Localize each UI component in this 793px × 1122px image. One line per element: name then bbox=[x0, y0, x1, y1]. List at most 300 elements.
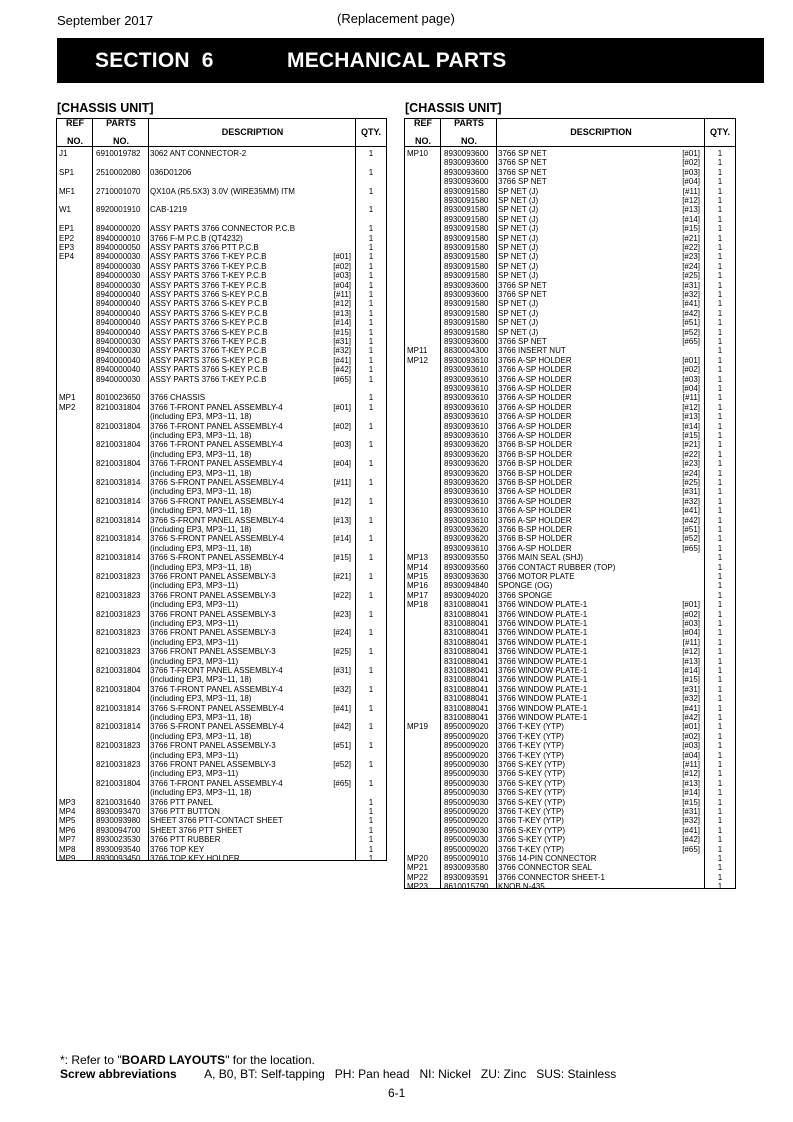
description: (including EP3, MP3~11, 18) bbox=[150, 487, 252, 497]
parts-no: 8930093610 bbox=[444, 412, 489, 422]
variant: [#41] bbox=[682, 299, 700, 309]
parts-no: 8940000010 bbox=[96, 233, 141, 243]
description: 3062 ANT CONNECTOR-2 bbox=[150, 149, 247, 158]
parts-no: 8950009020 bbox=[444, 722, 489, 732]
ref-no: EP1 bbox=[59, 224, 75, 234]
variant: [#12] bbox=[333, 299, 351, 309]
parts-no: 8930093630 bbox=[444, 572, 489, 581]
qty: 1 bbox=[717, 666, 723, 675]
table-row bbox=[57, 525, 386, 534]
ref-no: MP9 bbox=[59, 854, 76, 863]
qty: 1 bbox=[368, 280, 374, 290]
parts-no: 8930091580 bbox=[444, 233, 489, 243]
table-row bbox=[57, 346, 386, 355]
table-row bbox=[57, 149, 386, 158]
qty: 1 bbox=[717, 243, 723, 252]
qty: 1 bbox=[368, 459, 374, 469]
description: 3766 SP NET bbox=[498, 337, 547, 346]
ref-no: MP23 bbox=[407, 882, 428, 892]
qty: 1 bbox=[717, 186, 723, 196]
ref-no: MP1 bbox=[59, 393, 76, 403]
variant: [#02] bbox=[682, 609, 700, 619]
variant: [#25] bbox=[333, 647, 351, 657]
variant: [#65] bbox=[333, 778, 351, 788]
parts-no: 8930093610 bbox=[444, 487, 489, 497]
parts-no: 8930093610 bbox=[444, 431, 489, 440]
variant: [#41] bbox=[682, 703, 700, 713]
variant: [#14] bbox=[682, 788, 700, 798]
description: 3766 A-SP HOLDER bbox=[498, 412, 572, 422]
parts-no: 2510002080 bbox=[96, 167, 141, 177]
parts-no: 8950009030 bbox=[444, 825, 489, 835]
variant: [#13] bbox=[682, 412, 700, 422]
qty: 1 bbox=[717, 825, 723, 835]
parts-no: 8930093620 bbox=[444, 459, 489, 469]
table-row bbox=[57, 826, 386, 835]
variant: [#52] bbox=[682, 327, 700, 337]
description: 3766 T-FRONT PANEL ASSEMBLY-4 bbox=[150, 402, 283, 412]
table-row bbox=[405, 205, 735, 214]
description: ASSY PARTS 3766 S-KEY P.C.B bbox=[150, 327, 268, 337]
ref-no: EP4 bbox=[59, 252, 75, 262]
table-row bbox=[405, 751, 735, 760]
parts-no: 8950009030 bbox=[444, 797, 489, 807]
description: 3766 T-FRONT PANEL ASSEMBLY-4 bbox=[150, 778, 283, 788]
description: (including EP3, MP3~11, 18) bbox=[150, 525, 252, 534]
table-row bbox=[57, 694, 386, 703]
table-row bbox=[57, 591, 386, 600]
parts-no: 8930094020 bbox=[444, 590, 489, 600]
ref-no: SP1 bbox=[59, 167, 75, 177]
page-date: September 2017 bbox=[57, 13, 154, 28]
variant: [#02] bbox=[682, 731, 700, 741]
variant: [#01] bbox=[333, 402, 351, 412]
description: 3766 A-SP HOLDER bbox=[498, 365, 572, 375]
qty: 1 bbox=[368, 741, 374, 751]
table-row bbox=[405, 365, 735, 374]
table-row bbox=[405, 807, 735, 816]
description: ASSY PARTS 3766 T-KEY P.C.B bbox=[150, 252, 267, 262]
header-ref-no: REF NO. bbox=[66, 118, 84, 146]
description: 3766 WINDOW PLATE-1 bbox=[498, 600, 588, 610]
description: (including EP3, MP3~11) bbox=[150, 769, 239, 779]
variant: [#12] bbox=[682, 196, 700, 205]
ref-no: MP11 bbox=[407, 346, 428, 356]
variant: [#01] bbox=[333, 252, 351, 262]
qty: 1 bbox=[368, 816, 374, 826]
screw-abbreviations bbox=[60, 1067, 616, 1081]
right-table-title: [CHASSIS UNIT] bbox=[405, 101, 502, 115]
qty: 1 bbox=[717, 637, 723, 647]
table-row bbox=[405, 318, 735, 327]
parts-no: 8010023650 bbox=[96, 393, 141, 403]
description: (including EP3, MP3~11, 18) bbox=[150, 431, 252, 440]
parts-no: 8930091580 bbox=[444, 261, 489, 271]
parts-no: 8930093600 bbox=[444, 280, 489, 290]
description: SP NET (J) bbox=[498, 327, 539, 337]
table-row bbox=[57, 187, 386, 196]
header-description: DESCRIPTION bbox=[570, 127, 632, 137]
table-row bbox=[57, 431, 386, 440]
qty: 1 bbox=[368, 760, 374, 769]
description: (including EP3, MP3~11, 18) bbox=[150, 506, 252, 516]
qty: 1 bbox=[368, 355, 374, 365]
table-row bbox=[57, 544, 386, 553]
qty: 1 bbox=[717, 177, 723, 187]
qty: 1 bbox=[717, 487, 723, 497]
qty: 1 bbox=[368, 844, 374, 854]
description: SP NET (J) bbox=[498, 224, 539, 234]
qty: 1 bbox=[717, 421, 723, 431]
variant: [#14] bbox=[682, 421, 700, 431]
table-row bbox=[57, 534, 386, 543]
parts-no: 8940000040 bbox=[96, 318, 141, 328]
description: 3766 SP NET bbox=[498, 290, 547, 299]
footnote-suffix: " for the location. bbox=[225, 1053, 315, 1067]
description: 3766 S-KEY (YTP) bbox=[498, 825, 565, 835]
ref-no: MP8 bbox=[59, 844, 76, 854]
description: ASSY PARTS 3766 S-KEY P.C.B bbox=[150, 365, 268, 375]
table-row bbox=[405, 826, 735, 835]
parts-no: 8210031823 bbox=[96, 760, 141, 769]
variant: [#31] bbox=[682, 487, 700, 497]
parts-no: 8930091580 bbox=[444, 196, 489, 205]
ref-no: MF1 bbox=[59, 186, 75, 196]
ref-no: EP3 bbox=[59, 243, 75, 252]
description: ASSY PARTS 3766 T-KEY P.C.B bbox=[150, 374, 267, 384]
description: 3766 CONNECTOR SEAL bbox=[498, 863, 593, 873]
parts-no: 8930093600 bbox=[444, 177, 489, 187]
parts-no: 8310088041 bbox=[444, 694, 489, 704]
parts-no: 8210031823 bbox=[96, 572, 141, 581]
description: SP NET (J) bbox=[498, 196, 539, 205]
description: ASSY PARTS 3766 S-KEY P.C.B bbox=[150, 290, 268, 299]
table-row bbox=[57, 628, 386, 637]
qty: 1 bbox=[717, 515, 723, 525]
table-row bbox=[405, 487, 735, 496]
qty: 1 bbox=[717, 675, 723, 685]
qty: 1 bbox=[717, 431, 723, 440]
table-row bbox=[405, 243, 735, 252]
description: 3766 A-SP HOLDER bbox=[498, 431, 572, 440]
table-row bbox=[405, 299, 735, 308]
parts-no: 8210031814 bbox=[96, 534, 141, 544]
table-row bbox=[57, 224, 386, 233]
description: 3766 S-KEY (YTP) bbox=[498, 788, 565, 798]
qty: 1 bbox=[717, 196, 723, 205]
description: 3766 T-FRONT PANEL ASSEMBLY-4 bbox=[150, 459, 283, 469]
table-row bbox=[405, 412, 735, 421]
table-row bbox=[405, 356, 735, 365]
ref-no: W1 bbox=[59, 205, 71, 215]
table-row bbox=[405, 431, 735, 440]
variant: [#14] bbox=[682, 666, 700, 675]
variant: [#15] bbox=[682, 797, 700, 807]
description: 3766 T-KEY (YTP) bbox=[498, 816, 564, 826]
description: 3766 CONTACT RUBBER (TOP) bbox=[498, 562, 616, 572]
variant: [#51] bbox=[333, 741, 351, 751]
table-row bbox=[57, 403, 386, 412]
qty: 1 bbox=[717, 854, 723, 863]
parts-no: 8930093600 bbox=[444, 158, 489, 168]
description: 3766 TOP KEY bbox=[150, 844, 205, 854]
table-row bbox=[57, 760, 386, 769]
screw-abbreviations-label: Screw abbreviations bbox=[60, 1067, 177, 1081]
parts-no: 8930093610 bbox=[444, 543, 489, 553]
left-parts-table bbox=[56, 118, 387, 861]
qty: 1 bbox=[368, 308, 374, 318]
table-row bbox=[405, 845, 735, 854]
parts-no: 8920001910 bbox=[96, 205, 141, 215]
parts-no: 8940000040 bbox=[96, 355, 141, 365]
variant: [#32] bbox=[333, 684, 351, 694]
ref-no: MP13 bbox=[407, 553, 428, 563]
variant: [#14] bbox=[682, 214, 700, 224]
qty: 1 bbox=[717, 496, 723, 506]
variant: [#23] bbox=[333, 609, 351, 619]
table-row bbox=[57, 675, 386, 684]
qty: 1 bbox=[368, 346, 374, 356]
right-parts-table bbox=[404, 118, 736, 892]
description: ASSY PARTS 3766 T-KEY P.C.B bbox=[150, 261, 267, 271]
description: 3766 WINDOW PLATE-1 bbox=[498, 647, 588, 657]
description: (including EP3, MP3~11) bbox=[150, 619, 239, 628]
qty: 1 bbox=[368, 167, 374, 177]
description: 3766 FRONT PANEL ASSEMBLY-3 bbox=[150, 572, 276, 581]
qty: 1 bbox=[368, 647, 374, 657]
description: (including EP3, MP3~11, 18) bbox=[150, 468, 252, 478]
parts-no: 8940000040 bbox=[96, 327, 141, 337]
table-row bbox=[405, 628, 735, 637]
table-row bbox=[405, 704, 735, 713]
footnote-bold: BOARD LAYOUTS bbox=[121, 1053, 226, 1067]
table-row bbox=[405, 581, 735, 590]
qty: 1 bbox=[717, 562, 723, 572]
ref-no: MP20 bbox=[407, 854, 428, 863]
parts-no: 8310088041 bbox=[444, 675, 489, 685]
table-row bbox=[57, 459, 386, 468]
qty: 1 bbox=[717, 440, 723, 450]
variant: [#12] bbox=[682, 402, 700, 412]
variant: [#03] bbox=[682, 167, 700, 177]
table-row bbox=[405, 769, 735, 778]
variant: [#01] bbox=[682, 600, 700, 610]
ref-no: MP17 bbox=[407, 590, 428, 600]
table-row bbox=[57, 769, 386, 778]
table-row bbox=[405, 600, 735, 609]
description: (including EP3, MP3~11, 18) bbox=[150, 412, 252, 422]
variant: [#15] bbox=[682, 431, 700, 440]
parts-no: 8930093620 bbox=[444, 525, 489, 534]
table-row bbox=[57, 393, 386, 402]
table-row bbox=[57, 657, 386, 666]
table-row bbox=[57, 619, 386, 628]
parts-no: 8210031823 bbox=[96, 590, 141, 600]
parts-no: 8930093610 bbox=[444, 421, 489, 431]
table-row bbox=[57, 553, 386, 562]
description: 3766 T-KEY (YTP) bbox=[498, 844, 564, 854]
table-row bbox=[405, 863, 735, 872]
qty: 1 bbox=[368, 496, 374, 506]
table-row bbox=[57, 563, 386, 572]
description: 3766 FRONT PANEL ASSEMBLY-3 bbox=[150, 590, 276, 600]
table-row bbox=[405, 149, 735, 158]
parts-no: 8940000030 bbox=[96, 374, 141, 384]
description: 3766 A-SP HOLDER bbox=[498, 487, 572, 497]
parts-no: 8930093620 bbox=[444, 468, 489, 478]
qty: 1 bbox=[717, 863, 723, 873]
parts-no: 8930093600 bbox=[444, 290, 489, 299]
qty: 1 bbox=[368, 778, 374, 788]
parts-no: 8310088041 bbox=[444, 609, 489, 619]
table-row bbox=[405, 281, 735, 290]
variant: [#31] bbox=[682, 684, 700, 694]
table-row bbox=[57, 234, 386, 243]
table-row bbox=[57, 798, 386, 807]
table-row bbox=[405, 732, 735, 741]
parts-no: 8930091580 bbox=[444, 318, 489, 328]
qty: 1 bbox=[717, 844, 723, 854]
description: SP NET (J) bbox=[498, 299, 539, 309]
qty: 1 bbox=[368, 327, 374, 337]
description: 3766 A-SP HOLDER bbox=[498, 374, 572, 384]
ref-no: MP5 bbox=[59, 816, 76, 826]
description: 3766 SP NET bbox=[498, 149, 547, 158]
parts-no: 8310088041 bbox=[444, 703, 489, 713]
parts-no: 8930091580 bbox=[444, 205, 489, 215]
description: 3766 TOP KEY HOLDER bbox=[150, 854, 240, 863]
description: 3766 FRONT PANEL ASSEMBLY-3 bbox=[150, 609, 276, 619]
parts-no: 8930093600 bbox=[444, 149, 489, 158]
qty: 1 bbox=[717, 628, 723, 638]
description: 3766 PTT PANEL bbox=[150, 797, 213, 807]
variant: [#01] bbox=[682, 722, 700, 732]
variant: [#21] bbox=[682, 233, 700, 243]
description: 3766 S-KEY (YTP) bbox=[498, 769, 565, 779]
description: 3766 B-SP HOLDER bbox=[498, 478, 573, 487]
qty: 1 bbox=[717, 318, 723, 328]
qty: 1 bbox=[717, 365, 723, 375]
description: 3766 A-SP HOLDER bbox=[498, 496, 572, 506]
ref-no: MP14 bbox=[407, 562, 428, 572]
table-row bbox=[57, 412, 386, 421]
table-row bbox=[405, 497, 735, 506]
table-row bbox=[405, 675, 735, 684]
qty: 1 bbox=[368, 290, 374, 299]
table-row bbox=[57, 581, 386, 590]
variant: [#04] bbox=[333, 280, 351, 290]
qty: 1 bbox=[717, 741, 723, 751]
table-row bbox=[405, 252, 735, 261]
variant: [#31] bbox=[333, 337, 351, 346]
ref-no: MP15 bbox=[407, 572, 428, 581]
parts-no: 8310088041 bbox=[444, 684, 489, 694]
table-row bbox=[405, 563, 735, 572]
variant: [#04] bbox=[682, 628, 700, 638]
parts-no: 2710001070 bbox=[96, 186, 141, 196]
qty: 1 bbox=[717, 600, 723, 610]
table-row bbox=[57, 177, 386, 186]
description: (including EP3, MP3~11) bbox=[150, 637, 239, 647]
variant: [#04] bbox=[682, 177, 700, 187]
variant: [#03] bbox=[333, 271, 351, 281]
description: 3766 S-FRONT PANEL ASSEMBLY-4 bbox=[150, 515, 284, 525]
description: QX10A (R5.5X3) 3.0V (WIRE35MM) ITM bbox=[150, 186, 295, 196]
description: 3766 T-KEY (YTP) bbox=[498, 722, 564, 732]
variant: [#13] bbox=[682, 778, 700, 788]
ref-no: MP7 bbox=[59, 835, 76, 845]
parts-no: 8930091580 bbox=[444, 308, 489, 318]
parts-no: 8310088041 bbox=[444, 713, 489, 722]
variant: [#15] bbox=[682, 224, 700, 234]
parts-no: 8950009020 bbox=[444, 816, 489, 826]
description: 3766 MAIN SEAL (SHJ) bbox=[498, 553, 584, 563]
qty: 1 bbox=[368, 318, 374, 328]
table-row bbox=[405, 187, 735, 196]
description: 3766 SP NET bbox=[498, 158, 547, 168]
qty: 1 bbox=[368, 402, 374, 412]
description: 3766 A-SP HOLDER bbox=[498, 355, 572, 365]
table-row bbox=[57, 666, 386, 675]
table-row bbox=[57, 478, 386, 487]
variant: [#23] bbox=[682, 252, 700, 262]
table-row bbox=[405, 158, 735, 167]
description: 3766 B-SP HOLDER bbox=[498, 534, 573, 544]
qty: 1 bbox=[717, 205, 723, 215]
table-row bbox=[57, 638, 386, 647]
description: 3766 S-FRONT PANEL ASSEMBLY-4 bbox=[150, 478, 284, 487]
qty: 1 bbox=[368, 703, 374, 713]
table-row bbox=[405, 506, 735, 515]
description: ASSY PARTS 3766 S-KEY P.C.B bbox=[150, 355, 268, 365]
description: 3766 WINDOW PLATE-1 bbox=[498, 609, 588, 619]
description: (including EP3, MP3~11) bbox=[150, 581, 239, 591]
qty: 1 bbox=[368, 590, 374, 600]
description: ASSY PARTS 3766 PTT P.C.B bbox=[150, 243, 259, 252]
table-row bbox=[405, 393, 735, 402]
qty: 1 bbox=[717, 525, 723, 534]
ref-no: MP21 bbox=[407, 863, 428, 873]
qty: 1 bbox=[717, 468, 723, 478]
qty: 1 bbox=[717, 478, 723, 487]
variant: [#13] bbox=[682, 656, 700, 666]
variant: [#24] bbox=[682, 261, 700, 271]
parts-no: 8930093450 bbox=[96, 854, 141, 863]
parts-no: 8210031804 bbox=[96, 440, 141, 450]
table-row bbox=[57, 722, 386, 731]
qty: 1 bbox=[368, 534, 374, 544]
qty: 1 bbox=[368, 835, 374, 845]
variant: [#14] bbox=[333, 534, 351, 544]
parts-no: 8950009030 bbox=[444, 788, 489, 798]
table-row bbox=[405, 337, 735, 346]
qty: 1 bbox=[717, 506, 723, 516]
table-row bbox=[57, 497, 386, 506]
table-row bbox=[57, 845, 386, 854]
table-row bbox=[405, 591, 735, 600]
parts-no: 8940000030 bbox=[96, 261, 141, 271]
description: SHEET 3766 PTT-CONTACT SHEET bbox=[150, 816, 283, 826]
table-row bbox=[57, 450, 386, 459]
variant: [#11] bbox=[682, 186, 700, 196]
description: SP NET (J) bbox=[498, 261, 539, 271]
variant: [#14] bbox=[333, 318, 351, 328]
qty: 1 bbox=[717, 694, 723, 704]
variant: [#65] bbox=[682, 844, 700, 854]
parts-no: 8930093610 bbox=[444, 365, 489, 375]
description: 3766 SP NET bbox=[498, 280, 547, 290]
table-row bbox=[57, 299, 386, 308]
